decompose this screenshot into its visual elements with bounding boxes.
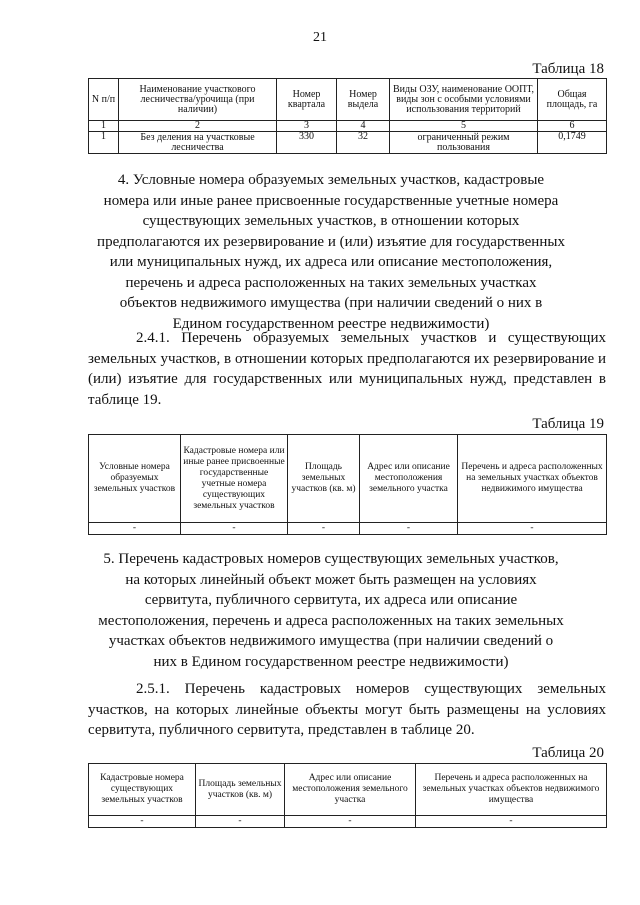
table-20	[88, 763, 607, 828]
table-19-header: Перечень и адреса расположенных на земельных участках объектов недвижимого имущества	[458, 435, 607, 523]
table-20-caption: Таблица 20	[532, 745, 604, 761]
table-18-index-cell: 1	[89, 121, 119, 132]
table-18-cell: Без деления на участковые лесничества	[119, 132, 277, 154]
table-row	[89, 816, 607, 828]
page-number: 21	[313, 30, 327, 45]
table-20-cell: -	[89, 816, 196, 828]
table-20-header: Адрес или описание местоположения земельного участка	[285, 764, 416, 816]
table-18-cell: 32	[337, 132, 390, 154]
table-19-header: Площадь земельных участков (кв. м)	[288, 435, 360, 523]
table-19-cell: -	[360, 523, 458, 535]
table-19-header: Условные номера образуемых земельных участков	[89, 435, 181, 523]
table-18-index-cell: 2	[119, 121, 277, 132]
table-row	[89, 523, 607, 535]
table-18-header: N п/п	[89, 79, 119, 121]
table-19-cell: -	[458, 523, 607, 535]
table-19-header: Кадастровые номера или иные ранее присвоенные государственные учетные номера существующих земельных участков	[181, 435, 288, 523]
section-4-heading: 4. Условные номера образуемых земельных участков, кадастровые номера или иные ранее присвоенные государственные учетные номера существующих земельных участков, в отношении которых предполагаются их резервирование и (или) изъятие для государственных или муниципальных нужд, их адреса или описание местоположения, перечень и адреса расположенных на таких земельных участках объектов недвижимого имущества (при наличии сведений о них в Едином государственном реестре недвижимости)	[97, 172, 565, 332]
table-19-cell: -	[89, 523, 181, 535]
table-18-index-cell: 6	[538, 121, 607, 132]
table-20-cell: -	[416, 816, 607, 828]
table-19-caption: Таблица 19	[532, 416, 604, 432]
table-20-cell: -	[285, 816, 416, 828]
table-20-header: Кадастровые номера существующих земельных участков	[89, 764, 196, 816]
section-4-paragraph	[88, 328, 606, 410]
section-5-paragraph	[88, 679, 606, 741]
table-18-header: Наименование участкового лесничества/урочища (при наличии)	[119, 79, 277, 121]
section-5-paragraph-text: 2.5.1. Перечень кадастровых номеров существующих земельных участков, на которых линейные объекты могут быть размещены на условиях сервитута, публичного сервитута, представлен в таблице 20.	[88, 681, 606, 738]
section-4-paragraph-text: 2.4.1. Перечень образуемых земельных участков и существующих земельных участков, в отношении которых предполагаются их резервирование и (или) изъятие для государственных или муниципальных нужд, представлен в таблице 19.	[88, 330, 606, 408]
table-19	[88, 434, 607, 535]
table-18-cell: 1	[89, 132, 119, 154]
table-19-header: Адрес или описание местоположения земельного участка	[360, 435, 458, 523]
table-18-cell: ограниченный режим пользования	[390, 132, 538, 154]
table-18-cell: 0,1749	[538, 132, 607, 154]
table-18-index-cell: 5	[390, 121, 538, 132]
table-row	[89, 132, 607, 154]
table-20-cell: -	[196, 816, 285, 828]
table-18-cell: 330	[277, 132, 337, 154]
table-18-header: Виды ОЗУ, наименование ООПТ, виды зон с особыми условиями использования территорий	[390, 79, 538, 121]
table-18-header: Общая площадь, га	[538, 79, 607, 121]
table-20-header: Перечень и адреса расположенных на земельных участках объектов недвижимого имущества	[416, 764, 607, 816]
table-18-header: Номер выдела	[337, 79, 390, 121]
table-18-caption: Таблица 18	[532, 61, 604, 77]
table-19-cell: -	[288, 523, 360, 535]
table-18-index-cell: 3	[277, 121, 337, 132]
table-18	[88, 78, 607, 154]
table-20-header: Площадь земельных участков (кв. м)	[196, 764, 285, 816]
section-5-heading: 5. Перечень кадастровых номеров существующих земельных участков, на которых линейный объект может быть размещен на условиях сервитута, публичного сервитута, их адреса или описание местоположения, перечень и адреса расположенных на таких земельных участках объектов недвижимого имущества (при наличии сведений о них в Едином государственном реестре недвижимости)	[98, 551, 564, 670]
table-19-cell: -	[181, 523, 288, 535]
table-18-header: Номер квартала	[277, 79, 337, 121]
table-18-index-cell: 4	[337, 121, 390, 132]
